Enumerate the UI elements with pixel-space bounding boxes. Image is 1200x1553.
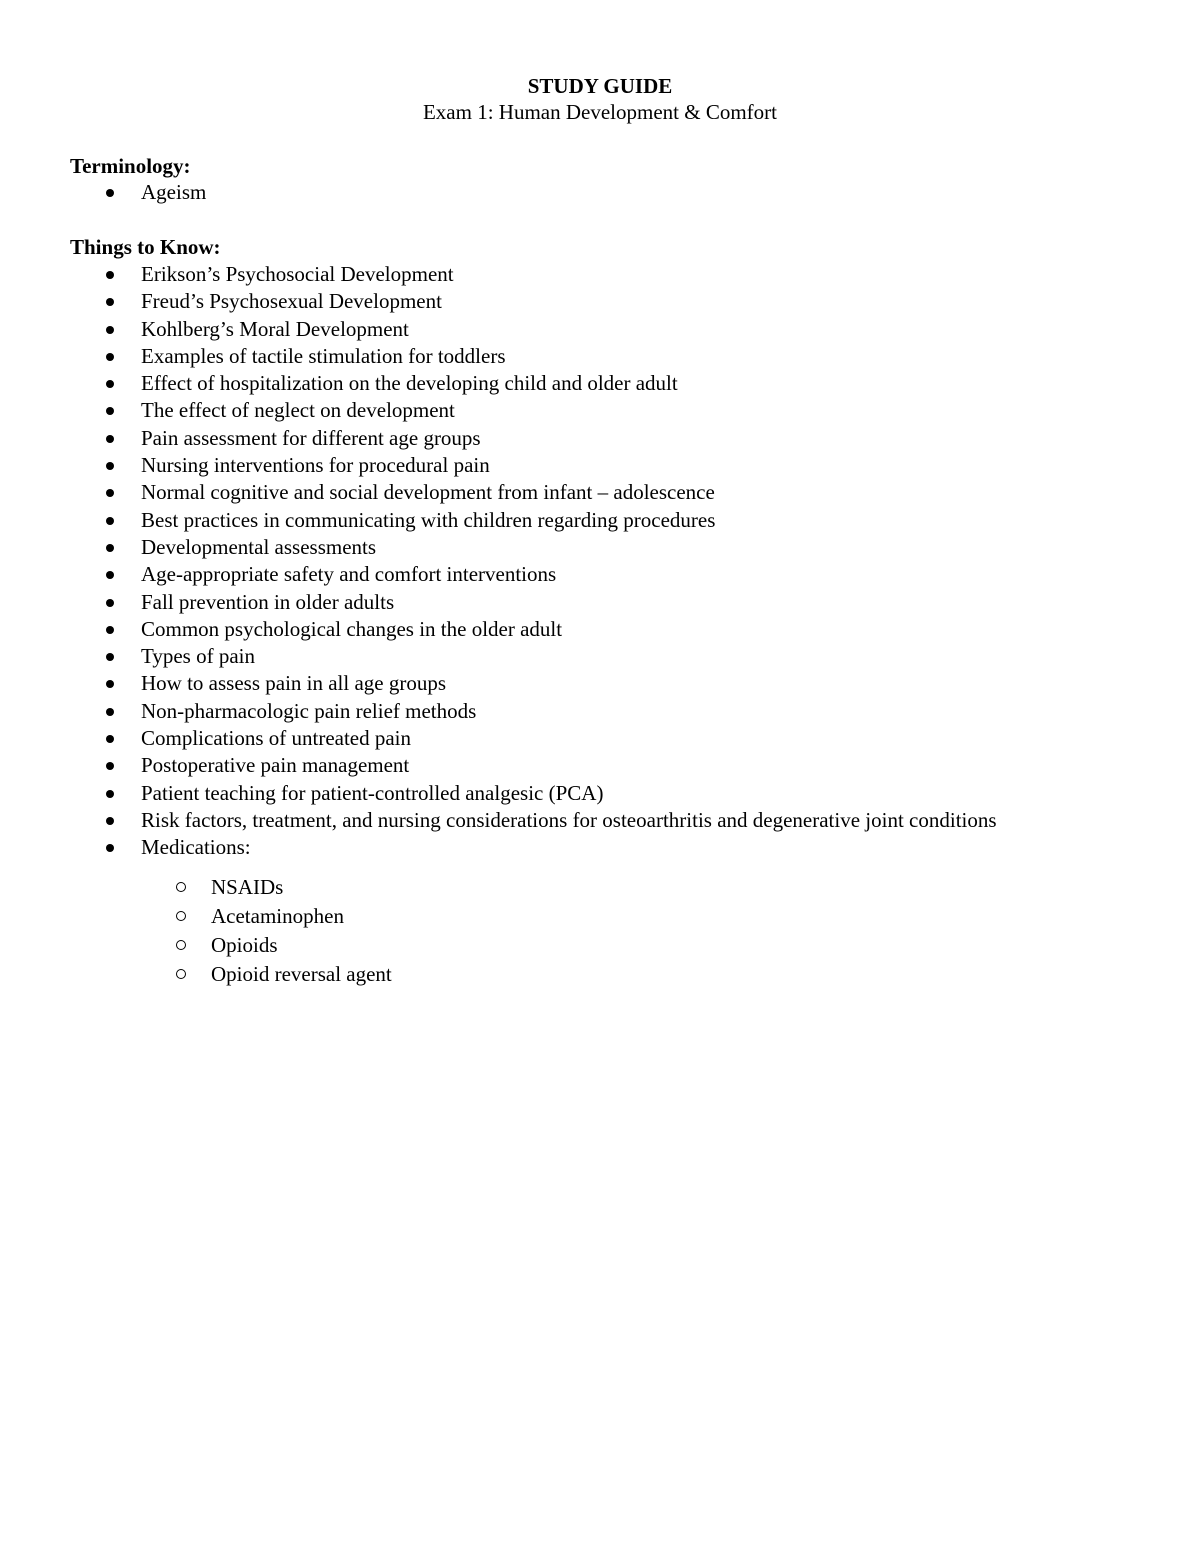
list-item xyxy=(0,589,997,616)
bullet-icon xyxy=(106,353,114,361)
bullet-icon xyxy=(106,435,114,443)
list-item xyxy=(0,561,997,588)
bullet-icon xyxy=(106,626,114,634)
bullet-icon xyxy=(106,708,114,716)
hollow-circle-bullet-icon xyxy=(176,969,186,979)
bullet-icon xyxy=(106,189,114,197)
list-item-text: Fall prevention in older adults xyxy=(141,589,395,614)
bullet-icon xyxy=(106,462,114,470)
list-item-text: Postoperative pain management xyxy=(141,753,410,778)
list-item xyxy=(0,261,997,288)
sublist-item xyxy=(0,960,1200,989)
list-item xyxy=(0,343,997,370)
list-item xyxy=(0,752,997,779)
list-item-text: Complications of untreated pain xyxy=(141,726,412,751)
bullet-icon xyxy=(106,271,114,279)
list-item-text: Developmental assessments xyxy=(141,534,377,559)
hollow-circle-bullet-icon xyxy=(176,940,186,950)
medications-sublist xyxy=(0,873,1200,989)
list-item xyxy=(0,179,206,206)
list-item-text: Best practices in communicating with children regarding procedures xyxy=(141,507,716,532)
sublist-item-text: Opioid reversal agent xyxy=(211,962,392,986)
document-subtitle: Exam 1: Human Development & Comfort xyxy=(422,100,778,124)
bullet-icon xyxy=(106,735,114,743)
document-title: STUDY GUIDE xyxy=(527,74,673,98)
list-item-text: Normal cognitive and social development from infant – adolescence xyxy=(141,480,715,505)
list-item-text: Common psychological changes in the older adult xyxy=(141,616,563,641)
things-to-know-list xyxy=(0,261,997,862)
list-item-text: Examples of tactile stimulation for toddlers xyxy=(141,343,506,368)
terminology-list xyxy=(0,179,206,206)
sublist-item xyxy=(0,931,1200,960)
list-item-text: Freud’s Psychosexual Development xyxy=(141,289,442,314)
bullet-icon xyxy=(106,817,114,825)
list-item-text: Types of pain xyxy=(141,644,256,669)
sublist-item-text: Opioids xyxy=(211,933,278,957)
list-item-text: Medications: xyxy=(141,835,251,860)
bullet-icon xyxy=(106,298,114,306)
list-item-text: Age-appropriate safety and comfort interventions xyxy=(141,562,557,587)
list-item xyxy=(0,370,997,397)
bullet-icon xyxy=(106,680,114,688)
bullet-icon xyxy=(106,790,114,798)
list-item xyxy=(0,479,997,506)
things-to-know-heading: Things to Know: xyxy=(70,235,221,259)
bullet-icon xyxy=(106,571,114,579)
sublist-item-text: NSAIDs xyxy=(211,875,284,899)
list-item xyxy=(0,397,997,424)
terminology-heading: Terminology: xyxy=(70,154,191,178)
list-item xyxy=(0,780,997,807)
list-item-text: Non-pharmacologic pain relief methods xyxy=(141,698,477,723)
list-item xyxy=(0,425,997,452)
hollow-circle-bullet-icon xyxy=(176,911,186,921)
bullet-icon xyxy=(106,653,114,661)
list-item xyxy=(0,698,997,725)
list-item xyxy=(0,507,997,534)
list-item xyxy=(0,534,997,561)
bullet-icon xyxy=(106,326,114,334)
list-item xyxy=(0,834,997,861)
list-item xyxy=(0,807,997,834)
list-item-text: Kohlberg’s Moral Development xyxy=(141,316,409,341)
list-item-text: Patient teaching for patient-controlled analgesic (PCA) xyxy=(141,780,604,805)
list-item xyxy=(0,643,997,670)
sublist-item xyxy=(0,902,1200,931)
bullet-icon xyxy=(106,517,114,525)
list-item xyxy=(0,316,997,343)
sublist-item-text: Acetaminophen xyxy=(211,904,344,928)
bullet-icon xyxy=(106,599,114,607)
list-item xyxy=(0,670,997,697)
sublist-item xyxy=(0,873,1200,902)
hollow-circle-bullet-icon xyxy=(176,882,186,892)
list-item-text: Nursing interventions for procedural pain xyxy=(141,453,490,478)
bullet-icon xyxy=(106,762,114,770)
bullet-icon xyxy=(106,407,114,415)
bullet-icon xyxy=(106,380,114,388)
list-item-text: Erikson’s Psychosocial Development xyxy=(141,262,454,286)
list-item-text: How to assess pain in all age groups xyxy=(141,671,447,696)
list-item-text: Effect of hospitalization on the developing child and older adult xyxy=(141,371,678,396)
bullet-icon xyxy=(106,544,114,552)
list-item-text: Ageism xyxy=(141,180,207,204)
list-item xyxy=(0,452,997,479)
list-item-text: Risk factors, treatment, and nursing considerations for osteoarthritis and degenerative joint conditions xyxy=(141,807,997,832)
bullet-icon xyxy=(106,844,114,852)
list-item-text: The effect of neglect on development xyxy=(141,398,455,423)
list-item xyxy=(0,288,997,315)
bullet-icon xyxy=(106,489,114,497)
list-item xyxy=(0,616,997,643)
list-item-text: Pain assessment for different age groups xyxy=(141,425,481,450)
list-item xyxy=(0,725,997,752)
